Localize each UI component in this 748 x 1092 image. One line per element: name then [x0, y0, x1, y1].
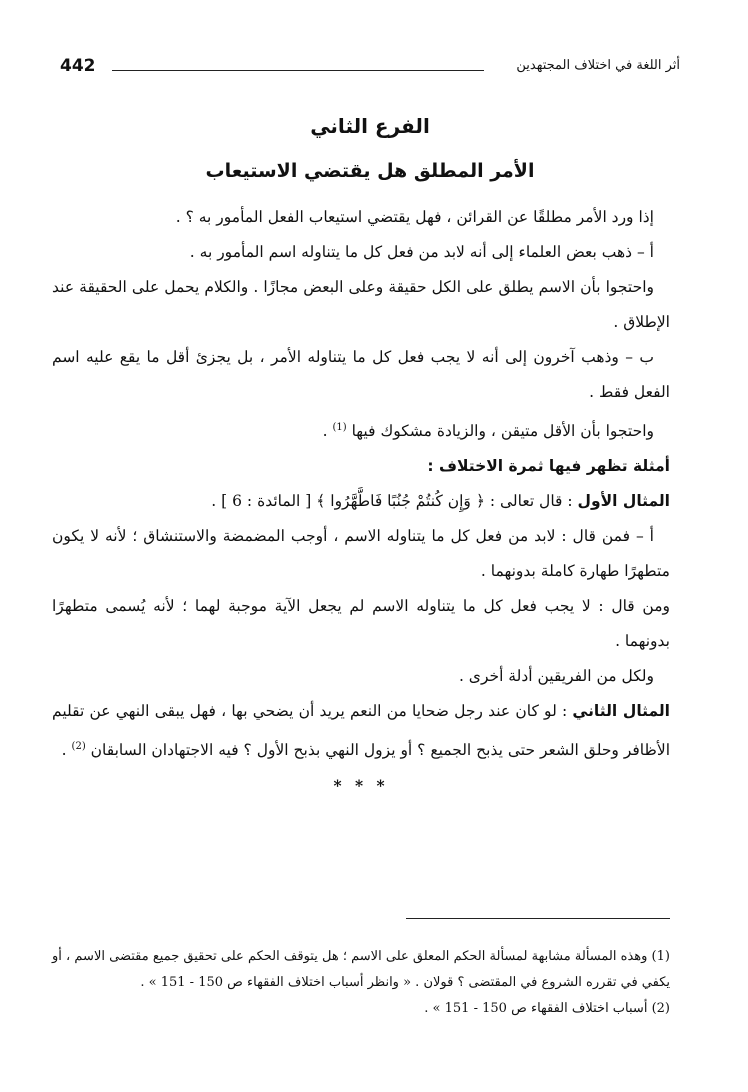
example-2-text: : لو كان عند رجل ضحايا من النعم يريد أن يضحي بها ، فهل يبقى النهي عن تقليم الأظافر وحلق الشعر حتى يذبح الجميع ؟ أو يزول النهي بذبح الأول ؟ فيه الاجتهادان السابقان [52, 702, 670, 760]
paragraph: أ – ذهب بعض العلماء إلى أنه لابد من فعل كل ما يتناوله اسم المأمور به . [189, 243, 654, 261]
section-separator: * * * [333, 776, 389, 796]
footnote-ref: (1) [332, 422, 347, 433]
section-title: الأمر المطلق هل يقتضي الاستيعاب [205, 160, 535, 182]
body-text [52, 200, 670, 803]
section-heading: الفرع الثاني [310, 114, 430, 138]
example-2 [52, 694, 670, 768]
paragraph: ب – وذهب آخرون إلى أنه لا يجب فعل كل ما يتناوله الأمر ، بل يجزئ أقل ما يقع عليه اسم الفعل فقط . [52, 348, 670, 401]
example-1-label: المثال الأول [577, 492, 670, 511]
footnotes [52, 944, 670, 1022]
footnote-1: (1) وهذه المسألة مشابهة لمسألة الحكم المعلق على الاسم ؛ هل يتوقف الحكم على تحقيق جميع مقتضى الاسم ، أو يكفي في تقرره الشروع في المقتضى ؟ قولان . « وانظر أسباب اختلاف الفقهاء ص 150 - 151 » . [52, 949, 670, 990]
paragraph-end: . [322, 422, 333, 441]
example-2-label: المثال الثاني [572, 702, 670, 721]
page-number: 442 [60, 56, 96, 76]
paragraph-text: واحتجوا بأن الأقل متيقن ، والزيادة مشكوك فيها [351, 422, 654, 441]
example-2-end: . [61, 741, 72, 760]
paragraph: أ – فمن قال : لابد من فعل كل ما يتناوله الاسم ، أوجب المضمضة والاستنشاق ؛ لأنه لا يكون متطهرًا طهارة كاملة بدونهما . [52, 527, 670, 581]
footnote-ref: (2) [71, 741, 86, 753]
footnote-rule [406, 918, 670, 919]
running-title: أثر اللغة في اختلاف المجتهدين [516, 58, 680, 73]
header-rule [112, 70, 484, 71]
footnote-2: (2) أسباب اختلاف الفقهاء ص 150 - 151 » . [424, 1001, 670, 1016]
example-1 [52, 484, 670, 519]
example-1-text: : قال تعالى : ﴿ وَإِن كُنتُمْ جُنُبًا فَاطَّهَّرُوا ﴾ [ المائدة : 6 ] . [211, 492, 578, 511]
paragraph: واحتجوا بأن الاسم يطلق على الكل حقيقة وعلى البعض مجازًا . والكلام يحمل على الحقيقة عند الإطلاق . [52, 278, 670, 331]
page-header [60, 56, 680, 82]
examples-title: أمثلة تظهر فيها ثمرة الاختلاف : [427, 457, 670, 476]
paragraph: ومن قال : لا يجب فعل كل ما يتناوله الاسم لم يجعل الآية موجبة لهما ؛ لأنه يُسمى متطهرًا بدونهما . [52, 597, 670, 651]
paragraph: ولكل من الفريقين أدلة أخرى . [458, 667, 654, 686]
paragraph [52, 410, 670, 449]
paragraph: إذا ورد الأمر مطلقًا عن القرائن ، فهل يقتضي استيعاب الفعل المأمور به ؟ . [175, 208, 654, 226]
